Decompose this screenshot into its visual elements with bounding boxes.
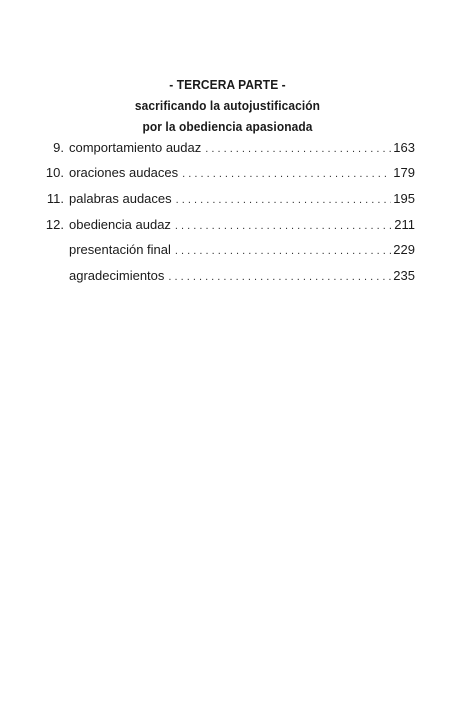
toc-page-number: 179 (393, 165, 415, 180)
toc-dot-leader (168, 267, 391, 287)
toc-entry-10 (0, 163, 455, 183)
toc-dot-leader (175, 216, 392, 236)
part-subtitle-line-1: sacrificando la autojustificación (134, 98, 321, 113)
toc-title: oraciones audaces (69, 165, 179, 180)
toc-number: 11. (46, 191, 64, 206)
toc-page-number: 235 (393, 268, 415, 283)
toc-dot-leader (176, 190, 392, 210)
toc-title: palabras audaces (69, 191, 172, 206)
toc-title: comportamiento audaz (69, 140, 202, 155)
toc-dot-leader (205, 139, 391, 159)
toc-entry-presentacion-final (0, 240, 455, 260)
toc-title: agradecimientos (69, 268, 165, 283)
toc-entry-agradecimientos (0, 266, 455, 286)
toc-number: 9. (53, 140, 64, 155)
toc-page-number: 163 (393, 140, 415, 155)
toc-dot-leader (175, 241, 391, 261)
toc-dot-leader (182, 164, 391, 184)
part-subtitle-line-2: por la obediencia apasionada (142, 119, 313, 134)
toc-entry-9 (0, 138, 455, 158)
toc-page-number: 229 (393, 242, 415, 257)
toc-entry-12 (0, 215, 455, 235)
toc-title: obediencia audaz (69, 217, 171, 232)
toc-title: presentación final (69, 242, 171, 257)
toc-number: 10. (45, 165, 64, 180)
toc-number: 12. (45, 217, 64, 232)
toc-entry-11 (0, 189, 455, 209)
toc-page-number: 195 (393, 191, 415, 206)
toc-page-number: 211 (394, 217, 415, 232)
part-heading: - TERCERA PARTE - (169, 77, 286, 92)
